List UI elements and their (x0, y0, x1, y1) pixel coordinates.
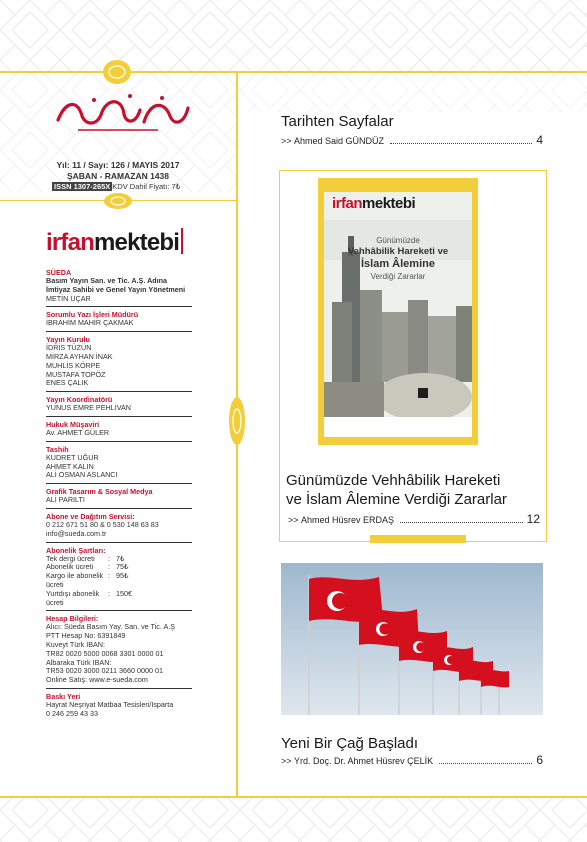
bank-line: TR82 0020 5000 0068 3301 0000 01 (46, 648, 164, 658)
staff-name: İBRAHİM MAHİR ÇAKMAK (46, 318, 134, 328)
price-value: 7₺ (116, 553, 125, 563)
staff-section (46, 484, 192, 509)
staff-list (46, 265, 192, 722)
staff-section-title: Grafik Tasarım & Sosyal Medya (46, 487, 153, 497)
issn-row (52, 182, 180, 191)
prices-section (46, 543, 192, 612)
prices-title: Abonelik Şartları: (46, 545, 106, 555)
cover-brand (332, 195, 415, 212)
price-label: Abonelik ücreti (46, 562, 94, 572)
staff-section-title: Yayın Kurulu (46, 335, 90, 345)
price-label: Yurtdışı abonelik ücreti (46, 588, 100, 607)
price-colon: : (108, 588, 110, 598)
article-1-author: Ahmed Said GÜNDÜZ (294, 136, 385, 146)
cover-brand-red: irfan (332, 195, 363, 212)
price-value: 95₺ (116, 571, 129, 581)
bottom-rule (0, 796, 587, 798)
staff-section-title: Abone ve Dağıtım Servisi: (46, 511, 135, 521)
article-2-prefix: >> (288, 515, 299, 525)
price-note: KDV Dahil Fiyatı: 7₺ (112, 182, 181, 191)
article-3-title[interactable]: Yeni Bir Çağ Başladı (281, 735, 419, 752)
staff-name: İDRİS TÜZÜN (46, 343, 92, 353)
article-1-byline (281, 133, 543, 147)
cover-cityscape (324, 192, 472, 437)
cover-headline-3: İslam Âlemine (361, 258, 435, 270)
article-1-title[interactable]: Tarihten Sayfalar (281, 113, 394, 130)
bank-line: Albaraka Türk IBAN: (46, 657, 112, 667)
feature-box-tab (370, 535, 466, 543)
cover-headline-2: Vehhâbilik Hareketi ve (347, 246, 449, 257)
bank-line: PTT Hesap No: 6391849 (46, 631, 126, 641)
staff-name: ALİ PARILTI (46, 495, 85, 505)
arabic-logo (38, 86, 198, 138)
price-row (46, 572, 192, 590)
staff-name: info@sueda.com.tr (46, 528, 107, 538)
cover-headline-4: Verdiği Zararlar (370, 272, 426, 281)
price-colon: : (108, 571, 110, 581)
price-row (46, 590, 192, 608)
brand-dark: mektebi (94, 229, 180, 256)
article-3-byline (281, 753, 543, 767)
bank-section (46, 611, 192, 689)
staff-section-title: Hukuk Müşaviri (46, 419, 100, 429)
staff-name: METİN UÇAR (46, 293, 91, 303)
price-label: Kargo ile abonelik ücreti (46, 571, 104, 589)
staff-role-line: İmtiyaz Sahibi ve Genel Yayın Yönetmeni (46, 284, 186, 294)
staff-name: MUHLİS KÖRPE (46, 360, 101, 370)
cover-image (324, 192, 472, 437)
article-2-page: 12 (526, 512, 540, 526)
print-line: Hayrat Neşriyat Matbaa Tesisleri/Isparta (46, 699, 174, 709)
staff-section (46, 265, 192, 307)
date-line: ŞABAN - RAMAZAN 1438 (66, 171, 169, 181)
price-colon: : (108, 562, 110, 572)
cover-headline-1: Günümüzde (376, 236, 420, 245)
bank-line: TR53 0020 3000 0211 3660 0000 01 (46, 666, 163, 676)
article-3-prefix: >> (281, 756, 292, 766)
price-colon: : (108, 553, 110, 563)
staff-section (46, 332, 192, 392)
staff-name: YUNUS EMRE PEHLİVAN (46, 403, 131, 413)
masthead-column (0, 72, 236, 796)
article-1-page: 4 (536, 133, 543, 147)
issue-line: Yıl: 11 / Sayı: 126 / MAYIS 2017 (56, 160, 180, 170)
staff-name: MUSTAFA TOPÖZ (46, 369, 106, 379)
staff-section (46, 442, 192, 484)
article-2-byline (288, 512, 540, 526)
staff-section (46, 417, 192, 442)
bank-line: Online Satış: www.e-sueda.com (46, 675, 148, 685)
staff-name: 0 212 671 51 80 & 0 530 148 63 83 (46, 519, 159, 529)
staff-name: KUDRET UĞUR (46, 452, 99, 462)
cover-brand-dark: mektebi (362, 195, 416, 212)
staff-role-line: Basım Yayın San. ve Tic. A.Ş. Adına (46, 276, 168, 285)
price-value: 150€ (116, 588, 132, 598)
price-label: Tek dergi ücreti (46, 553, 95, 563)
bank-line: Kuveyt Türk IBAN: (46, 639, 105, 649)
staff-section (46, 509, 192, 543)
article-3-page: 6 (536, 753, 543, 767)
staff-name: AHMET KALIN (46, 461, 94, 471)
staff-section-title: SÜEDA (46, 268, 72, 277)
article-2-title-line2[interactable]: ve İslam Âlemine Verdiği Zararlar (286, 491, 507, 508)
staff-name: MİRZA AYHAN İNAK (46, 351, 113, 361)
brand-red: irfan (46, 229, 95, 256)
article-1-prefix: >> (281, 136, 292, 146)
staff-section-title: Yayın Koordinatörü (46, 395, 113, 405)
turkish-flags-photo[interactable] (281, 563, 543, 715)
staff-name: Av. AHMET GÜLER (46, 427, 110, 437)
print-title: Baskı Yeri (46, 691, 81, 701)
article-3-author: Yrd. Doç. Dr. Ahmet Hüsrev ÇELİK (294, 756, 434, 766)
price-value: 75₺ (116, 562, 129, 572)
staff-name: ALİ OSMAN ASLANCI (46, 470, 118, 480)
magazine-cover[interactable] (318, 178, 478, 445)
bank-line: Alıcı: Süeda Basım Yay. San. ve Tic. A.Ş (46, 622, 176, 632)
article-2-author: Ahmed Hüsrev ERDAŞ (301, 515, 395, 525)
issn: ISSN 1307-265X (54, 182, 111, 191)
print-line: 0 246 259 43 33 (46, 708, 98, 718)
staff-section-title: Tashih (46, 444, 69, 454)
print-section (46, 689, 192, 722)
brand-logo (46, 228, 183, 257)
bank-title: Hesap Bilgileri: (46, 614, 99, 624)
article-2-title-line1[interactable]: Günümüzde Vehhâbilik Hareketi (286, 472, 501, 489)
staff-section (46, 392, 192, 417)
staff-section (46, 307, 192, 332)
staff-section-title: Sorumlu Yazı İşleri Müdürü (46, 310, 139, 320)
staff-name: ENES ÇALIK (46, 378, 89, 388)
